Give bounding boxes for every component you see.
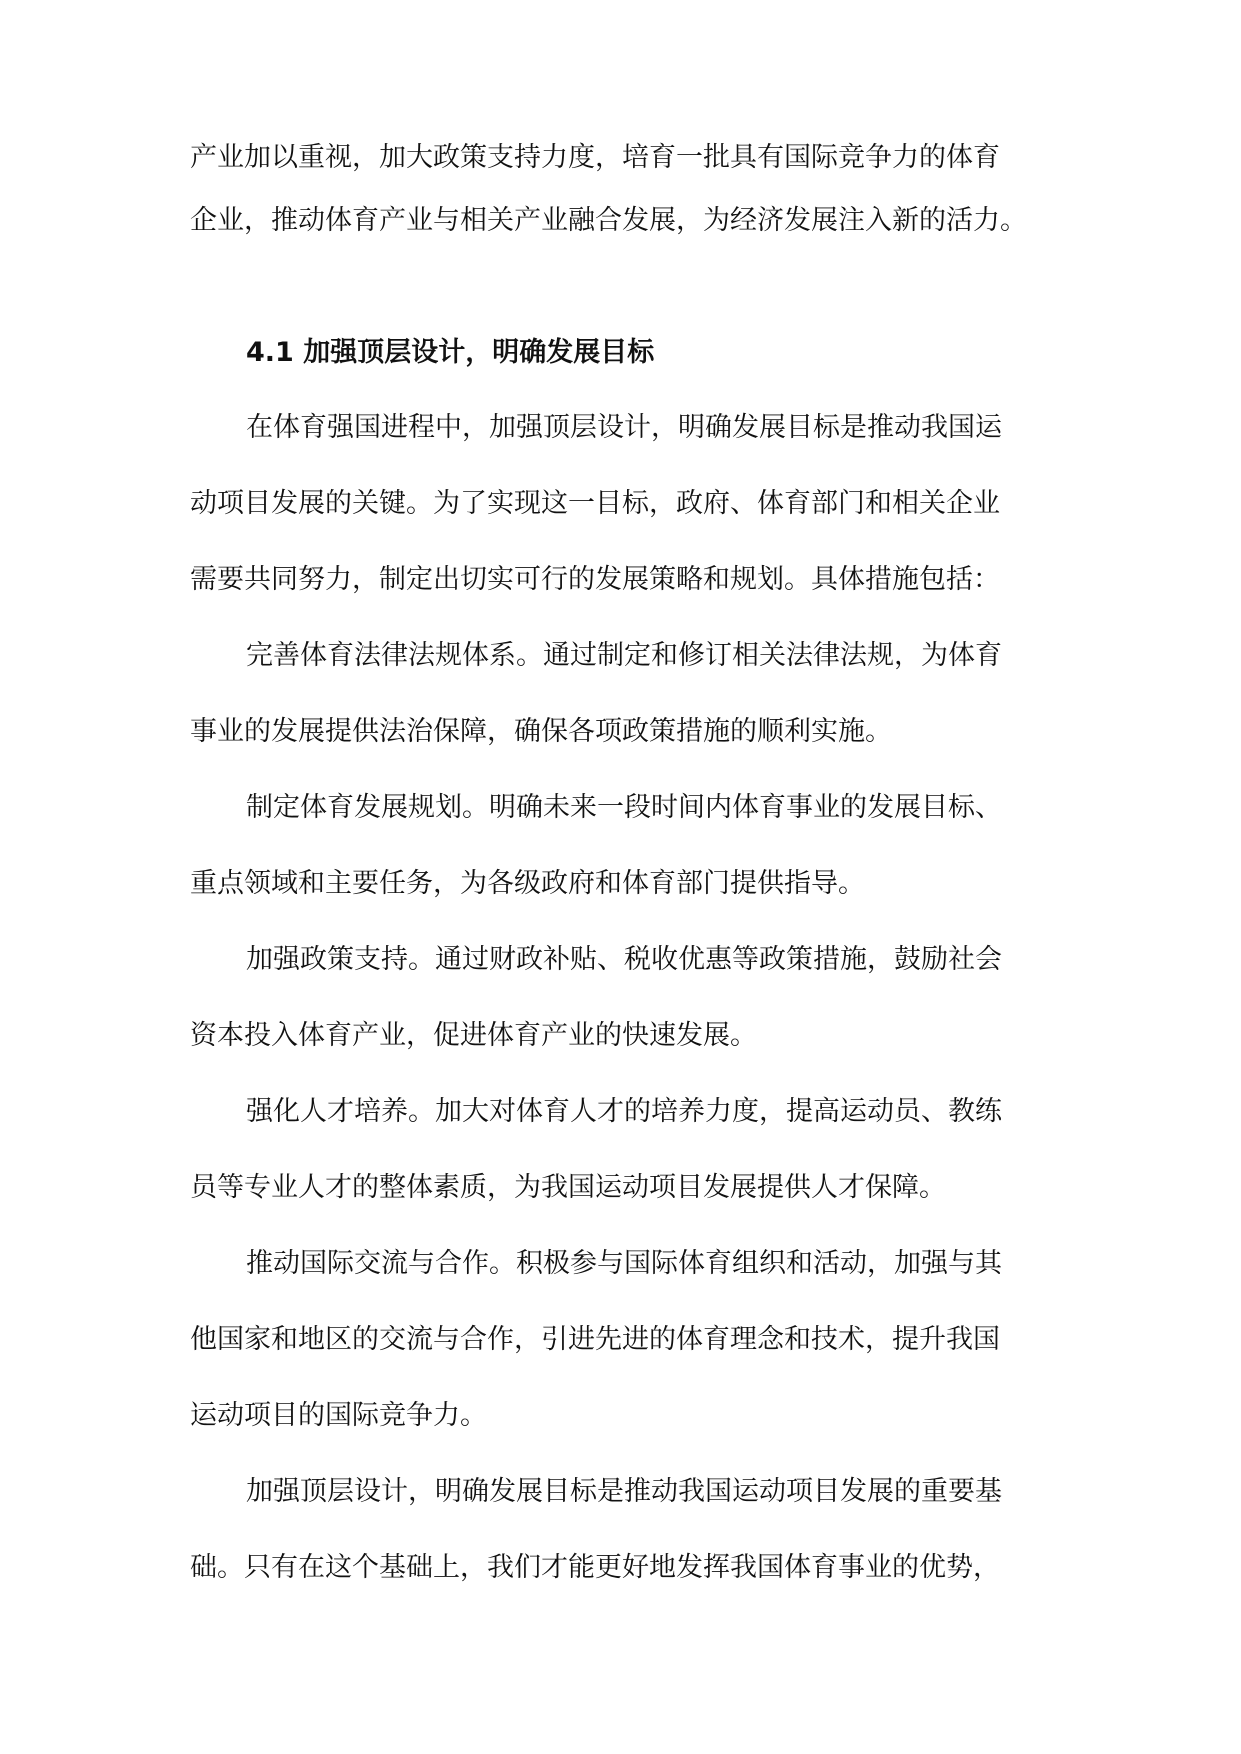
text-line: 员等专业人才的整体素质，为我国运动项目发展提供人才保障。 — [190, 1172, 946, 1203]
text-line: 事业的发展提供法治保障，确保各项政策措施的顺利实施。 — [190, 716, 892, 747]
text-line: 资本投入体育产业，促进体育产业的快速发展。 — [190, 1020, 757, 1051]
text-line: 加强政策支持。通过财政补贴、税收优惠等政策措施，鼓励社会 — [246, 944, 1002, 975]
text-line: 制定体育发展规划。明确未来一段时间内体育事业的发展目标、 — [246, 792, 1002, 823]
text-line: 推动国际交流与合作。积极参与国际体育组织和活动，加强与其 — [246, 1248, 1002, 1279]
text-line: 运动项目的国际竞争力。 — [190, 1400, 487, 1431]
text-line: 企业，推动体育产业与相关产业融合发展，为经济发展注入新的活力。 — [190, 205, 1027, 236]
text-line: 完善体育法律法规体系。通过制定和修订相关法律法规，为体育 — [246, 640, 1002, 671]
text-line: 础。只有在这个基础上，我们才能更好地发挥我国体育事业的优势， — [190, 1552, 1000, 1583]
text-line: 他国家和地区的交流与合作，引进先进的体育理念和技术，提升我国 — [190, 1324, 1000, 1355]
text-line: 加强顶层设计，明确发展目标是推动我国运动项目发展的重要基 — [246, 1476, 1002, 1507]
text-line: 在体育强国进程中，加强顶层设计，明确发展目标是推动我国运 — [246, 412, 1002, 443]
section-heading: 4.1 加强顶层设计，明确发展目标 — [246, 337, 655, 368]
text-line: 重点领域和主要任务，为各级政府和体育部门提供指导。 — [190, 868, 865, 899]
text-line: 动项目发展的关键。为了实现这一目标，政府、体育部门和相关企业 — [190, 488, 1000, 519]
text-line: 产业加以重视，加大政策支持力度，培育一批具有国际竞争力的体育 — [190, 142, 1000, 173]
text-line: 需要共同努力，制定出切实可行的发展策略和规划。具体措施包括： — [190, 564, 1000, 595]
text-line: 强化人才培养。加大对体育人才的培养力度，提高运动员、教练 — [246, 1096, 1002, 1127]
